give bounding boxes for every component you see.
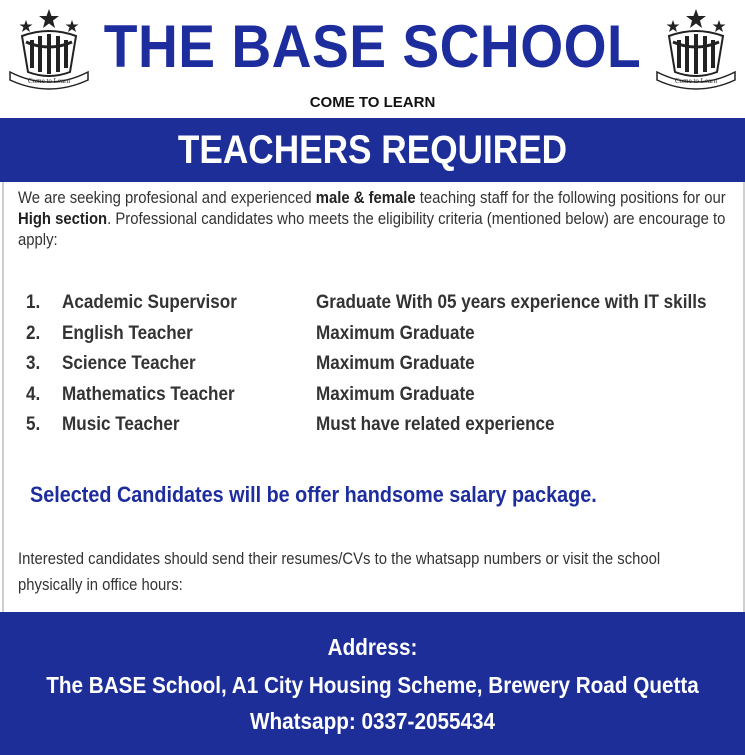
position-number: 5. [26, 414, 41, 435]
intro-paragraph [18, 188, 743, 251]
position-requirement: Must have related experience [316, 414, 555, 435]
position-requirement: Graduate With 05 years experience with IT skills [316, 292, 707, 313]
intro-text-3: . Professional candidates who meets the eligibility criteria (mentioned below) are encourage to apply: [18, 210, 726, 249]
intro-bold-gender: male & female [315, 189, 416, 207]
position-title: Science Teacher [62, 353, 196, 374]
position-number: 1. [26, 292, 41, 313]
address-footer [0, 612, 745, 755]
advert-body [2, 182, 745, 612]
address-label: Address: [327, 634, 418, 660]
position-requirement: Maximum Graduate [316, 383, 475, 405]
position-requirement: Maximum Graduate [316, 322, 475, 344]
school-name: THE BASE SCHOOL [103, 13, 642, 80]
position-row [26, 351, 745, 382]
position-requirement: Maximum Graduate [316, 353, 475, 374]
position-title: Mathematics Teacher [62, 383, 235, 405]
banner-title: TEACHERS REQUIRED [177, 128, 568, 172]
position-row [26, 382, 745, 413]
intro-bold-section: High section [18, 210, 108, 228]
position-row [26, 412, 745, 443]
positions-list [26, 290, 745, 443]
title-banner [0, 118, 745, 182]
address-text: The BASE School, A1 City Housing Scheme, Brewery Road Quetta [46, 672, 699, 698]
whatsapp-contact: Whatsapp: 0337-2055434 [249, 708, 496, 734]
logo-text-left: Come to Learn [28, 77, 70, 85]
position-number: 3. [26, 353, 41, 374]
position-number: 4. [26, 383, 41, 405]
position-title: English Teacher [62, 322, 193, 344]
logo-text-right: Come to Learn [675, 77, 717, 85]
position-title: Music Teacher [62, 414, 180, 435]
position-number: 2. [26, 322, 41, 344]
intro-text-2: teaching staff for the following positions for our [415, 189, 726, 207]
application-instructions: Interested candidates should send their resumes/CVs to the whatsapp numbers or visit the school physically in office hours: [18, 550, 661, 594]
intro-text-1: We are seeking profesional and experienced [18, 189, 316, 207]
position-row [26, 321, 745, 352]
salary-note: Selected Candidates will be offer handsome salary package. [30, 482, 597, 507]
position-row [26, 290, 745, 321]
school-tagline: COME TO LEARN [309, 94, 436, 111]
position-title: Academic Supervisor [62, 292, 237, 313]
